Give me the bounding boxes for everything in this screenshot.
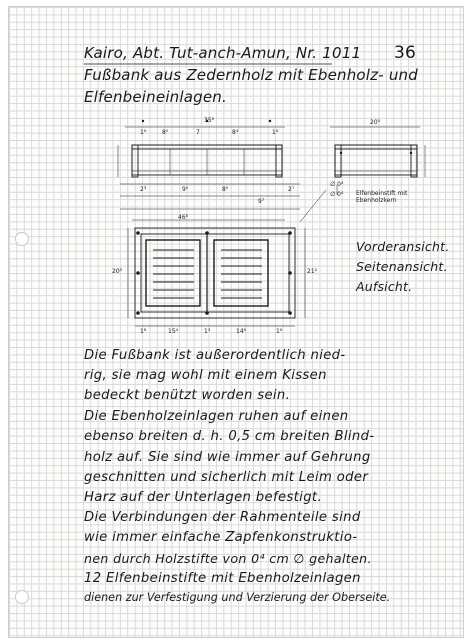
view-label-front: Vorderansicht. xyxy=(356,239,450,254)
view-label-side: Seitenansicht. xyxy=(356,259,448,274)
text-line: Die Ebenholzeinlagen ruhen auf einen xyxy=(84,409,349,424)
dim-front-part-2: 8⁰ xyxy=(162,129,169,136)
dim-dowel-1: ∅ 0⁴ xyxy=(330,181,344,188)
text-line: 12 Elfenbeinstifte mit Ebenholzeinlagen xyxy=(84,571,361,586)
dim-front-part-3: 7 xyxy=(196,129,200,136)
text-line: dienen zur Verfestigung und Verzierung der Oberseite. xyxy=(84,591,391,604)
dim-bottom-part-1: 1⁸ xyxy=(140,328,147,335)
object-title-line-1: Fußbank aus Zedernholz mit Ebenholz- und xyxy=(84,66,418,84)
text-line: Die Verbindungen der Rahmenteile sind xyxy=(84,510,361,525)
dim-left-height: 20³ xyxy=(112,268,123,275)
dim-top-row-3: 8⁵ xyxy=(222,186,229,193)
dim-top-row-2: 9⁰ xyxy=(182,186,189,193)
text-line: holz auf. Sie sind wie immer auf Gehrung xyxy=(84,450,371,465)
dim-front-part-5: 1⁶ xyxy=(272,129,279,136)
text-line: wie immer einfache Zapfenkonstruktio- xyxy=(84,530,358,545)
page-number: 36 xyxy=(394,43,417,63)
dim-top-total: 46⁸ xyxy=(178,214,189,221)
text-line: nen durch Holzstifte von 0⁴ cm ∅ gehalten. xyxy=(84,551,372,566)
dim-top-row-1: 2³ xyxy=(140,186,147,193)
dim-bottom-part-5: 1⁶ xyxy=(276,328,283,335)
dim-front-part-4: 8⁴ xyxy=(232,129,239,136)
dim-side-total: 20⁵ xyxy=(370,119,381,126)
dim-top-row-5: 2⁷ xyxy=(288,186,295,193)
dim-bottom-part-2: 15⁴ xyxy=(168,328,179,335)
top-view xyxy=(120,184,305,326)
text-line: geschnitten und sicherlich mit Leim oder xyxy=(84,470,369,485)
text-line: Harz auf der Unterlagen befestigt. xyxy=(84,490,322,505)
text-line: Die Fußbank ist außerordentlich nied- xyxy=(84,348,346,363)
dowel-note: Elfenbeinstift mit Ebenholzkern xyxy=(356,190,408,204)
dim-front-total: 35⁸ xyxy=(204,117,215,124)
catalog-title: Kairo, Abt. Tut-anch-Amun, Nr. 1011 xyxy=(84,44,362,62)
dim-bottom-part-3: 1³ xyxy=(204,328,211,335)
dim-top-row-4: 9⁷ xyxy=(258,198,265,205)
object-title-line-2: Elfenbeineinlagen. xyxy=(84,88,227,106)
text-line: ebenso breiten d. h. 0,5 cm breiten Blind- xyxy=(84,429,375,444)
dim-dowel-2: ∅ 0⁴ xyxy=(330,191,344,198)
dim-right-height: 21² xyxy=(307,268,318,275)
view-label-top: Aufsicht. xyxy=(356,279,413,294)
text-line: rig, sie mag wohl mit einem Kissen xyxy=(84,368,327,383)
side-view xyxy=(300,127,425,222)
dim-bottom-part-4: 14⁶ xyxy=(236,328,247,335)
dim-front-part-1: 1⁶ xyxy=(140,129,147,136)
text-line: bedeckt benützt worden sein. xyxy=(84,388,291,403)
